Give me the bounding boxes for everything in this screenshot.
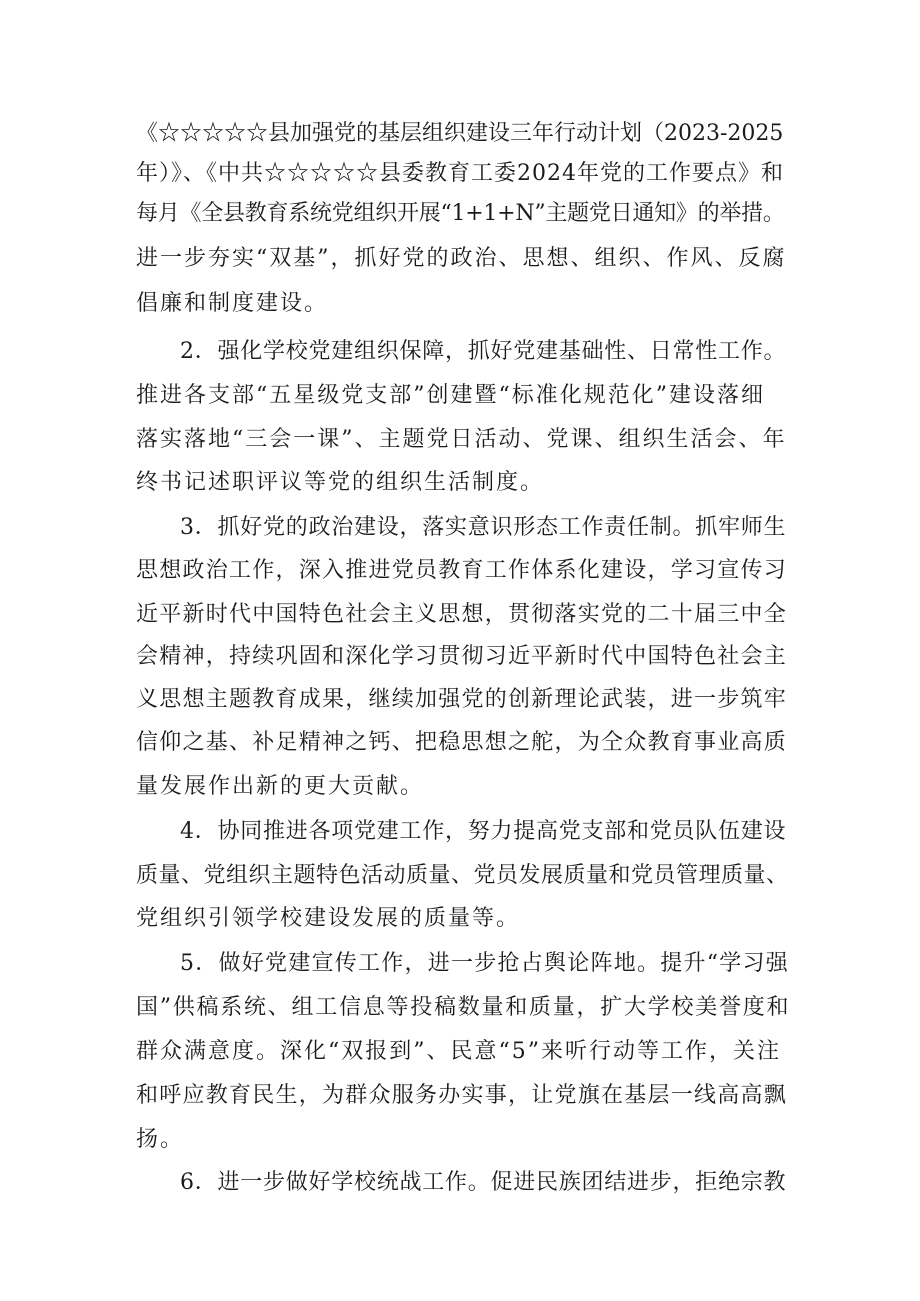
text-line: 质量、党组织主题特色活动质量、党员发展质量和党员管理质量、 xyxy=(136,863,789,888)
text-line: 国”供稿系统、组工信息等投稿数量和质量，扩大学校美誉度和 xyxy=(136,995,791,1020)
text-line: 倡廉和制度建设。 xyxy=(136,291,329,316)
paragraph-6-first-line: 6．进一步做好学校统战工作。促进民族团结进步，拒绝宗教 xyxy=(180,1170,787,1195)
text-line: 会精神，持续巩固和深化学习贯彻习近平新时代中国特色社会主 xyxy=(136,644,788,669)
text-line: 扬。 xyxy=(136,1127,185,1152)
paragraph-4-first-line: 4．协同推进各项党建工作，努力提高党支部和党员队伍建设 xyxy=(180,819,787,844)
text-line: 每月《全县教育系统党组织开展“1+1+N”主题党日通知》的举措。 xyxy=(136,201,785,226)
text-line: 进一步夯实“双基”，抓好党的政治、思想、组织、作风、反腐 xyxy=(136,246,787,271)
text-line: 和呼应教育民生，为群众服务办实事，让党旗在基层一线高高飘 xyxy=(136,1083,788,1108)
text-line: 群众满意度。深化“双报到”、民意“5”来听行动等工作，关注 xyxy=(136,1039,781,1064)
text-line: 推进各支部“五星级党支部”创建暨“标准化规范化”建设落细 xyxy=(136,383,765,408)
paragraph-3-first-line: 3．抓好党的政治建设，落实意识形态工作责任制。抓牢师生 xyxy=(180,515,787,540)
text-line: 思想政治工作，深入推进党员教育工作体系化建设，学习宣传习 xyxy=(136,558,788,583)
text-line: 近平新时代中国特色社会主义思想，贯彻落实党的二十届三中全 xyxy=(136,602,788,627)
text-line: 党组织引领学校建设发展的质量等。 xyxy=(136,906,521,931)
paragraph-5-first-line: 5．做好党建宣传工作，进一步抢占舆论阵地。提升“学习强 xyxy=(180,951,789,976)
text-line: 信仰之基、补足精神之钙、把稳思想之舵，为仝众教育事业高质 xyxy=(136,730,788,755)
paragraph-2-first-line: 2．强化学校党建组织保障，抓好党建基础性、日常性工作。 xyxy=(180,339,787,364)
text-line: 量发展作出新的更大贡献。 xyxy=(136,774,425,799)
text-line: 落实落地“三会一课”、主题党日活动、党课、组织生活会、年 xyxy=(136,427,787,452)
text-line: 《☆☆☆☆☆县加强党的基层组织建设三年行动计划（2023-2025 xyxy=(136,121,784,146)
text-line: 年）》、《中共☆☆☆☆☆县委教育工委2024年党的工作要点》和 xyxy=(136,161,784,186)
text-line: 终书记述职评议等党的组织生活制度。 xyxy=(136,470,545,495)
text-line: 义思想主题教育成果，继续加强党的创新理论武装，进一步筑牢 xyxy=(136,687,788,712)
